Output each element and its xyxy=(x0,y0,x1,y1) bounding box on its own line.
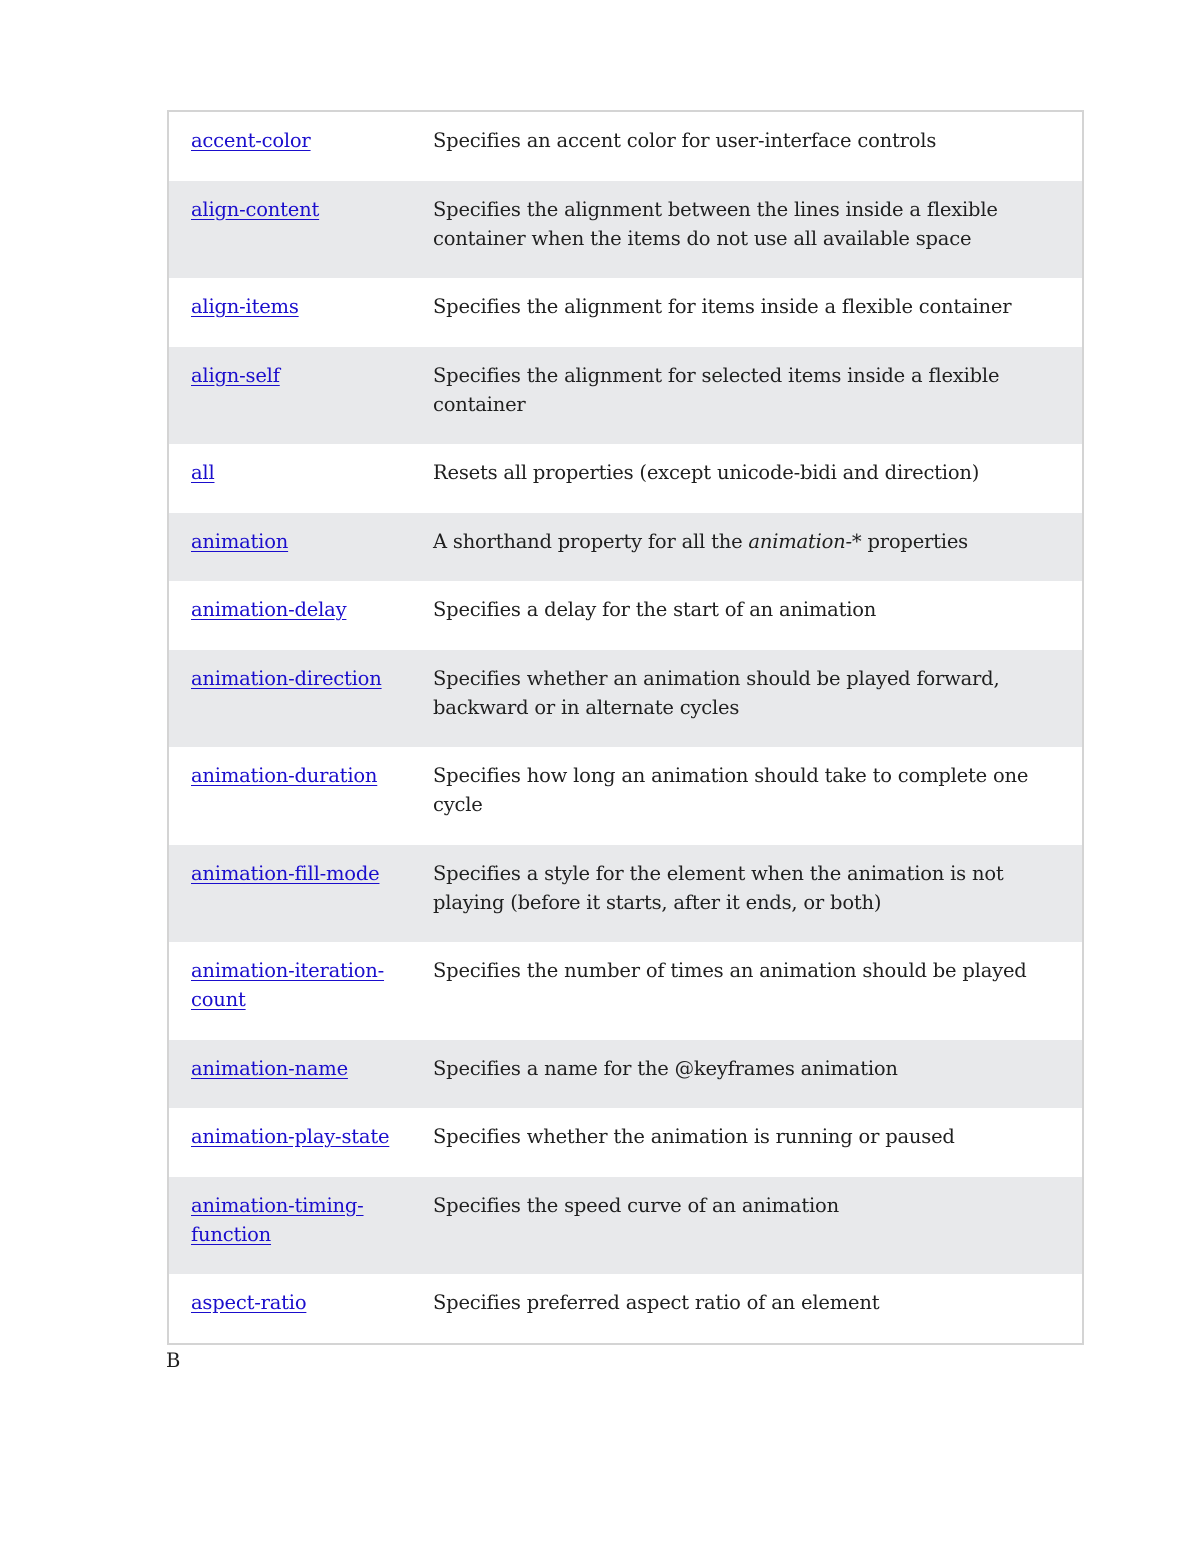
property-link-animation-delay[interactable]: animation-delay xyxy=(191,598,347,621)
property-link-animation-direction[interactable]: animation-direction xyxy=(191,666,382,690)
table-row xyxy=(169,1108,1082,1177)
description-cell: Resets all properties (except unicode-bidi and direction) xyxy=(433,461,980,484)
property-cell xyxy=(169,292,433,347)
property-link-all[interactable]: all xyxy=(191,461,215,484)
table-row xyxy=(169,942,1082,1040)
table-row xyxy=(169,650,1082,748)
property-cell xyxy=(169,1054,433,1109)
table-row xyxy=(169,112,1082,181)
table-body xyxy=(169,112,1082,1343)
property-link-align-items[interactable]: align-items xyxy=(191,295,299,318)
description-cell: Specifies an accent color for user-interface controls xyxy=(433,129,937,152)
property-link-animation-play-state[interactable]: animation-play-state xyxy=(191,1125,390,1148)
description-text: A shorthand property for all the xyxy=(433,529,749,553)
table-row xyxy=(169,1274,1082,1343)
table-row xyxy=(169,845,1082,943)
description-cell: Specifies a style for the element when the animation is not playing (before it starts, after it ends, or both) xyxy=(433,861,1004,914)
property-cell xyxy=(169,527,433,582)
description-cell: Specifies the speed curve of an animation xyxy=(433,1193,839,1217)
table-row xyxy=(169,278,1082,347)
property-cell xyxy=(169,1288,433,1343)
property-link-align-self[interactable]: align-self xyxy=(191,363,280,387)
property-link-animation-fill-mode[interactable]: animation-fill-mode xyxy=(191,861,380,885)
table-row xyxy=(169,444,1082,513)
property-link-aspect-ratio[interactable]: aspect-ratio xyxy=(191,1291,307,1314)
table-row xyxy=(169,1040,1082,1109)
description-cell: Specifies a name for the @keyframes animation xyxy=(433,1056,898,1080)
description-emphasis: animation-* xyxy=(748,529,862,553)
description-cell: Specifies preferred aspect ratio of an element xyxy=(433,1291,880,1314)
property-cell xyxy=(169,664,433,748)
property-cell xyxy=(169,1122,433,1177)
description-cell: Specifies how long an animation should take to complete one cycle xyxy=(433,764,1029,816)
property-cell xyxy=(169,1191,433,1275)
property-link-animation[interactable]: animation xyxy=(191,529,289,553)
property-link-animation-name[interactable]: animation-name xyxy=(191,1056,348,1080)
css-properties-table xyxy=(167,110,1084,1345)
property-link-animation-timing-function[interactable]: animation-timing-function xyxy=(191,1193,364,1246)
property-cell xyxy=(169,458,433,513)
description-cell: Specifies the alignment between the lines inside a flexible container when the items do not use all available space xyxy=(433,197,998,250)
table-row xyxy=(169,581,1082,650)
table-row xyxy=(169,747,1082,845)
property-cell xyxy=(169,761,433,845)
description-cell: Specifies whether the animation is running or paused xyxy=(433,1125,955,1148)
property-cell xyxy=(169,859,433,943)
table-row xyxy=(169,1177,1082,1275)
table-row xyxy=(169,347,1082,445)
property-link-animation-iteration-count[interactable]: animation-iteration-count xyxy=(191,959,385,1011)
description-cell: Specifies the alignment for selected items inside a flexible container xyxy=(433,363,1000,416)
description-cell: Specifies the number of times an animation should be played xyxy=(433,959,1027,982)
table-row xyxy=(169,513,1082,582)
property-cell xyxy=(169,595,433,650)
property-cell xyxy=(169,195,433,279)
property-cell xyxy=(169,361,433,445)
description-text: properties xyxy=(861,529,968,553)
description-cell: Specifies whether an animation should be played forward, backward or in alternate cycles xyxy=(433,666,1000,719)
property-link-align-content[interactable]: align-content xyxy=(191,197,320,221)
table-row xyxy=(169,181,1082,279)
property-link-accent-color[interactable]: accent-color xyxy=(191,129,311,152)
property-cell xyxy=(169,956,433,1040)
property-link-animation-duration[interactable]: animation-duration xyxy=(191,764,378,787)
section-letter: B xyxy=(166,1349,181,1372)
description-cell: Specifies a delay for the start of an animation xyxy=(433,598,877,621)
description-cell: Specifies the alignment for items inside a flexible container xyxy=(433,295,1012,318)
property-cell xyxy=(169,126,433,181)
description-cell xyxy=(433,527,1082,582)
